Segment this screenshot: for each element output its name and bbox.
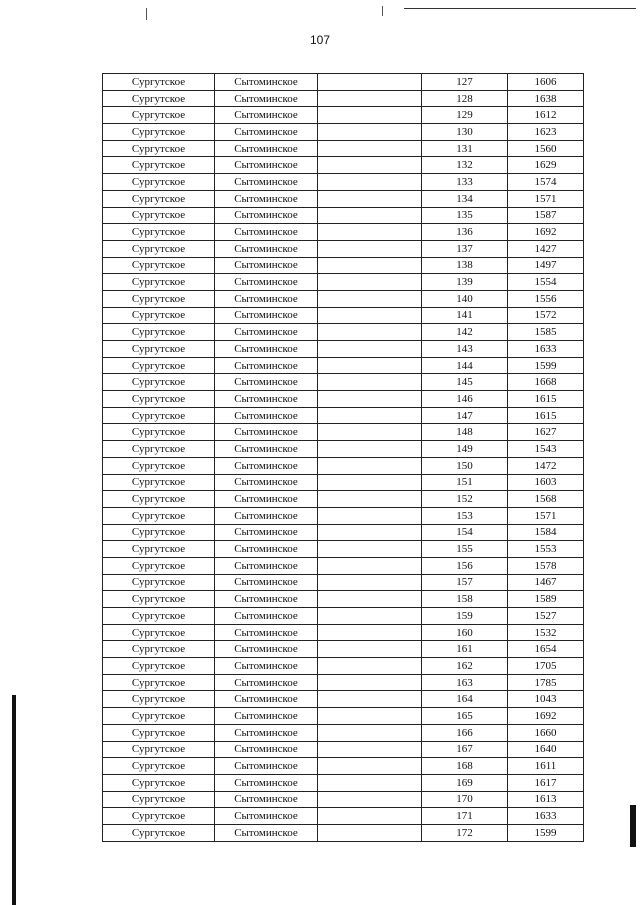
number-cell: 162 [422, 658, 508, 675]
number-cell: 148 [422, 424, 508, 441]
field-cell: Сытоминское [215, 808, 318, 825]
value-cell: 1571 [508, 190, 584, 207]
field-cell: Сытоминское [215, 274, 318, 291]
value-cell: 1585 [508, 324, 584, 341]
field-cell: Сытоминское [215, 190, 318, 207]
blank-cell [318, 124, 422, 141]
region-cell: Сургутское [103, 224, 215, 241]
number-cell: 169 [422, 774, 508, 791]
blank-cell [318, 457, 422, 474]
value-cell: 1589 [508, 591, 584, 608]
table-row [103, 691, 584, 708]
blank-cell [318, 407, 422, 424]
table-row [103, 240, 584, 257]
blank-cell [318, 257, 422, 274]
number-cell: 156 [422, 557, 508, 574]
field-cell: Сытоминское [215, 307, 318, 324]
table-row [103, 674, 584, 691]
region-cell: Сургутское [103, 774, 215, 791]
field-cell: Сытоминское [215, 324, 318, 341]
region-cell: Сургутское [103, 341, 215, 358]
number-cell: 150 [422, 457, 508, 474]
blank-cell [318, 491, 422, 508]
field-cell: Сытоминское [215, 90, 318, 107]
number-cell: 141 [422, 307, 508, 324]
number-cell: 154 [422, 524, 508, 541]
region-cell: Сургутское [103, 624, 215, 641]
table-row [103, 557, 584, 574]
table-row [103, 90, 584, 107]
blank-cell [318, 507, 422, 524]
region-cell: Сургутское [103, 441, 215, 458]
blank-cell [318, 557, 422, 574]
blank-cell [318, 290, 422, 307]
value-cell: 1571 [508, 507, 584, 524]
table-row [103, 224, 584, 241]
blank-cell [318, 357, 422, 374]
region-cell: Сургутское [103, 140, 215, 157]
table-row [103, 591, 584, 608]
region-cell: Сургутское [103, 674, 215, 691]
table-row [103, 574, 584, 591]
field-cell: Сытоминское [215, 758, 318, 775]
field-cell: Сытоминское [215, 574, 318, 591]
blank-cell [318, 474, 422, 491]
value-cell: 1627 [508, 424, 584, 441]
table-row [103, 307, 584, 324]
table-row [103, 407, 584, 424]
region-cell: Сургутское [103, 274, 215, 291]
number-cell: 165 [422, 708, 508, 725]
table-row [103, 374, 584, 391]
blank-cell [318, 107, 422, 124]
field-cell: Сытоминское [215, 124, 318, 141]
blank-cell [318, 140, 422, 157]
region-cell: Сургутское [103, 174, 215, 191]
number-cell: 137 [422, 240, 508, 257]
table-row [103, 541, 584, 558]
field-cell: Сытоминское [215, 624, 318, 641]
value-cell: 1556 [508, 290, 584, 307]
blank-cell [318, 708, 422, 725]
field-cell: Сытоминское [215, 157, 318, 174]
number-cell: 135 [422, 207, 508, 224]
value-cell: 1633 [508, 341, 584, 358]
blank-cell [318, 207, 422, 224]
table-row [103, 791, 584, 808]
blank-cell [318, 157, 422, 174]
number-cell: 172 [422, 824, 508, 841]
table-row [103, 491, 584, 508]
field-cell: Сытоминское [215, 74, 318, 91]
table-row [103, 658, 584, 675]
value-cell: 1587 [508, 207, 584, 224]
field-cell: Сытоминское [215, 474, 318, 491]
blank-cell [318, 591, 422, 608]
table-row [103, 74, 584, 91]
value-cell: 1554 [508, 274, 584, 291]
region-cell: Сургутское [103, 557, 215, 574]
table-row [103, 474, 584, 491]
blank-cell [318, 240, 422, 257]
region-cell: Сургутское [103, 808, 215, 825]
number-cell: 168 [422, 758, 508, 775]
value-cell: 1692 [508, 708, 584, 725]
value-cell: 1553 [508, 541, 584, 558]
value-cell: 1578 [508, 557, 584, 574]
region-cell: Сургутское [103, 374, 215, 391]
field-cell: Сытоминское [215, 691, 318, 708]
table-row [103, 758, 584, 775]
number-cell: 144 [422, 357, 508, 374]
value-cell: 1572 [508, 307, 584, 324]
page-number: 107 [309, 33, 331, 47]
number-cell: 145 [422, 374, 508, 391]
blank-cell [318, 624, 422, 641]
value-cell: 1705 [508, 658, 584, 675]
blank-cell [318, 791, 422, 808]
number-cell: 132 [422, 157, 508, 174]
value-cell: 1427 [508, 240, 584, 257]
blank-cell [318, 608, 422, 625]
number-cell: 158 [422, 591, 508, 608]
field-cell: Сытоминское [215, 107, 318, 124]
field-cell: Сытоминское [215, 724, 318, 741]
blank-cell [318, 441, 422, 458]
value-cell: 1603 [508, 474, 584, 491]
region-cell: Сургутское [103, 240, 215, 257]
table-row [103, 457, 584, 474]
value-cell: 1611 [508, 758, 584, 775]
number-cell: 157 [422, 574, 508, 591]
number-cell: 130 [422, 124, 508, 141]
value-cell: 1599 [508, 357, 584, 374]
number-cell: 146 [422, 391, 508, 408]
region-cell: Сургутское [103, 124, 215, 141]
table-row [103, 808, 584, 825]
table-row [103, 824, 584, 841]
region-cell: Сургутское [103, 307, 215, 324]
value-cell: 1660 [508, 724, 584, 741]
region-cell: Сургутское [103, 641, 215, 658]
data-table [102, 73, 584, 842]
field-cell: Сытоминское [215, 507, 318, 524]
blank-cell [318, 658, 422, 675]
region-cell: Сургутское [103, 357, 215, 374]
number-cell: 140 [422, 290, 508, 307]
number-cell: 159 [422, 608, 508, 625]
region-cell: Сургутское [103, 474, 215, 491]
blank-cell [318, 524, 422, 541]
number-cell: 153 [422, 507, 508, 524]
field-cell: Сытоминское [215, 407, 318, 424]
table-row [103, 441, 584, 458]
number-cell: 133 [422, 174, 508, 191]
blank-cell [318, 691, 422, 708]
number-cell: 166 [422, 724, 508, 741]
region-cell: Сургутское [103, 741, 215, 758]
number-cell: 160 [422, 624, 508, 641]
field-cell: Сытоминское [215, 774, 318, 791]
table-row [103, 157, 584, 174]
number-cell: 151 [422, 474, 508, 491]
scan-edge-mark [630, 805, 636, 847]
value-cell: 1615 [508, 391, 584, 408]
blank-cell [318, 758, 422, 775]
region-cell: Сургутское [103, 691, 215, 708]
field-cell: Сытоминское [215, 591, 318, 608]
header-rule [404, 8, 636, 9]
table-row [103, 524, 584, 541]
field-cell: Сытоминское [215, 557, 318, 574]
region-cell: Сургутское [103, 791, 215, 808]
blank-cell [318, 307, 422, 324]
field-cell: Сытоминское [215, 658, 318, 675]
blank-cell [318, 541, 422, 558]
table-row [103, 424, 584, 441]
blank-cell [318, 391, 422, 408]
field-cell: Сытоминское [215, 641, 318, 658]
table-row [103, 391, 584, 408]
field-cell: Сытоминское [215, 491, 318, 508]
value-cell: 1043 [508, 691, 584, 708]
region-cell: Сургутское [103, 257, 215, 274]
region-cell: Сургутское [103, 608, 215, 625]
value-cell: 1615 [508, 407, 584, 424]
value-cell: 1574 [508, 174, 584, 191]
table-row [103, 174, 584, 191]
field-cell: Сытоминское [215, 341, 318, 358]
number-cell: 171 [422, 808, 508, 825]
field-cell: Сытоминское [215, 708, 318, 725]
value-cell: 1497 [508, 257, 584, 274]
table-row [103, 124, 584, 141]
field-cell: Сытоминское [215, 290, 318, 307]
value-cell: 1467 [508, 574, 584, 591]
number-cell: 128 [422, 90, 508, 107]
number-cell: 147 [422, 407, 508, 424]
number-cell: 142 [422, 324, 508, 341]
field-cell: Сытоминское [215, 207, 318, 224]
field-cell: Сытоминское [215, 257, 318, 274]
field-cell: Сытоминское [215, 174, 318, 191]
region-cell: Сургутское [103, 207, 215, 224]
field-cell: Сытоминское [215, 824, 318, 841]
number-cell: 138 [422, 257, 508, 274]
blank-cell [318, 190, 422, 207]
table-row [103, 741, 584, 758]
value-cell: 1638 [508, 90, 584, 107]
scan-mark [146, 8, 147, 20]
number-cell: 161 [422, 641, 508, 658]
field-cell: Сытоминское [215, 391, 318, 408]
value-cell: 1617 [508, 774, 584, 791]
blank-cell [318, 341, 422, 358]
region-cell: Сургутское [103, 290, 215, 307]
field-cell: Сытоминское [215, 608, 318, 625]
value-cell: 1692 [508, 224, 584, 241]
value-cell: 1568 [508, 491, 584, 508]
number-cell: 129 [422, 107, 508, 124]
blank-cell [318, 224, 422, 241]
field-cell: Сытоминское [215, 741, 318, 758]
field-cell: Сытоминское [215, 224, 318, 241]
table-row [103, 641, 584, 658]
region-cell: Сургутское [103, 107, 215, 124]
blank-cell [318, 90, 422, 107]
field-cell: Сытоминское [215, 674, 318, 691]
region-cell: Сургутское [103, 824, 215, 841]
number-cell: 170 [422, 791, 508, 808]
region-cell: Сургутское [103, 507, 215, 524]
blank-cell [318, 324, 422, 341]
blank-cell [318, 808, 422, 825]
table-row [103, 107, 584, 124]
value-cell: 1543 [508, 441, 584, 458]
table-body [103, 74, 584, 842]
number-cell: 163 [422, 674, 508, 691]
region-cell: Сургутское [103, 591, 215, 608]
table-row [103, 207, 584, 224]
table-row [103, 724, 584, 741]
field-cell: Сытоминское [215, 140, 318, 157]
blank-cell [318, 724, 422, 741]
field-cell: Сытоминское [215, 374, 318, 391]
region-cell: Сургутское [103, 574, 215, 591]
blank-cell [318, 274, 422, 291]
value-cell: 1623 [508, 124, 584, 141]
region-cell: Сургутское [103, 424, 215, 441]
region-cell: Сургутское [103, 74, 215, 91]
scan-edge-mark [12, 695, 16, 905]
value-cell: 1654 [508, 641, 584, 658]
field-cell: Сытоминское [215, 424, 318, 441]
table-row [103, 341, 584, 358]
table-row [103, 324, 584, 341]
blank-cell [318, 824, 422, 841]
value-cell: 1785 [508, 674, 584, 691]
region-cell: Сургутское [103, 491, 215, 508]
region-cell: Сургутское [103, 524, 215, 541]
number-cell: 164 [422, 691, 508, 708]
value-cell: 1668 [508, 374, 584, 391]
table-row [103, 140, 584, 157]
number-cell: 149 [422, 441, 508, 458]
table-row [103, 274, 584, 291]
scan-mark [382, 6, 383, 16]
value-cell: 1613 [508, 791, 584, 808]
blank-cell [318, 741, 422, 758]
value-cell: 1629 [508, 157, 584, 174]
blank-cell [318, 641, 422, 658]
blank-cell [318, 74, 422, 91]
number-cell: 155 [422, 541, 508, 558]
blank-cell [318, 374, 422, 391]
region-cell: Сургутское [103, 190, 215, 207]
table-row [103, 257, 584, 274]
region-cell: Сургутское [103, 391, 215, 408]
blank-cell [318, 174, 422, 191]
number-cell: 131 [422, 140, 508, 157]
value-cell: 1640 [508, 741, 584, 758]
table-row [103, 624, 584, 641]
region-cell: Сургутское [103, 90, 215, 107]
value-cell: 1606 [508, 74, 584, 91]
field-cell: Сытоминское [215, 791, 318, 808]
value-cell: 1633 [508, 808, 584, 825]
value-cell: 1612 [508, 107, 584, 124]
value-cell: 1527 [508, 608, 584, 625]
region-cell: Сургутское [103, 157, 215, 174]
table-row [103, 774, 584, 791]
table-row [103, 608, 584, 625]
blank-cell [318, 424, 422, 441]
number-cell: 167 [422, 741, 508, 758]
number-cell: 139 [422, 274, 508, 291]
value-cell: 1560 [508, 140, 584, 157]
region-cell: Сургутское [103, 407, 215, 424]
table-row [103, 708, 584, 725]
number-cell: 127 [422, 74, 508, 91]
number-cell: 143 [422, 341, 508, 358]
table-row [103, 357, 584, 374]
region-cell: Сургутское [103, 541, 215, 558]
blank-cell [318, 574, 422, 591]
value-cell: 1472 [508, 457, 584, 474]
value-cell: 1599 [508, 824, 584, 841]
number-cell: 152 [422, 491, 508, 508]
table-row [103, 290, 584, 307]
blank-cell [318, 674, 422, 691]
table-row [103, 190, 584, 207]
region-cell: Сургутское [103, 324, 215, 341]
field-cell: Сытоминское [215, 524, 318, 541]
blank-cell [318, 774, 422, 791]
number-cell: 134 [422, 190, 508, 207]
region-cell: Сургутское [103, 708, 215, 725]
value-cell: 1584 [508, 524, 584, 541]
region-cell: Сургутское [103, 457, 215, 474]
field-cell: Сытоминское [215, 457, 318, 474]
region-cell: Сургутское [103, 758, 215, 775]
field-cell: Сытоминское [215, 240, 318, 257]
field-cell: Сытоминское [215, 541, 318, 558]
field-cell: Сытоминское [215, 357, 318, 374]
number-cell: 136 [422, 224, 508, 241]
region-cell: Сургутское [103, 658, 215, 675]
field-cell: Сытоминское [215, 441, 318, 458]
value-cell: 1532 [508, 624, 584, 641]
table-row [103, 507, 584, 524]
region-cell: Сургутское [103, 724, 215, 741]
